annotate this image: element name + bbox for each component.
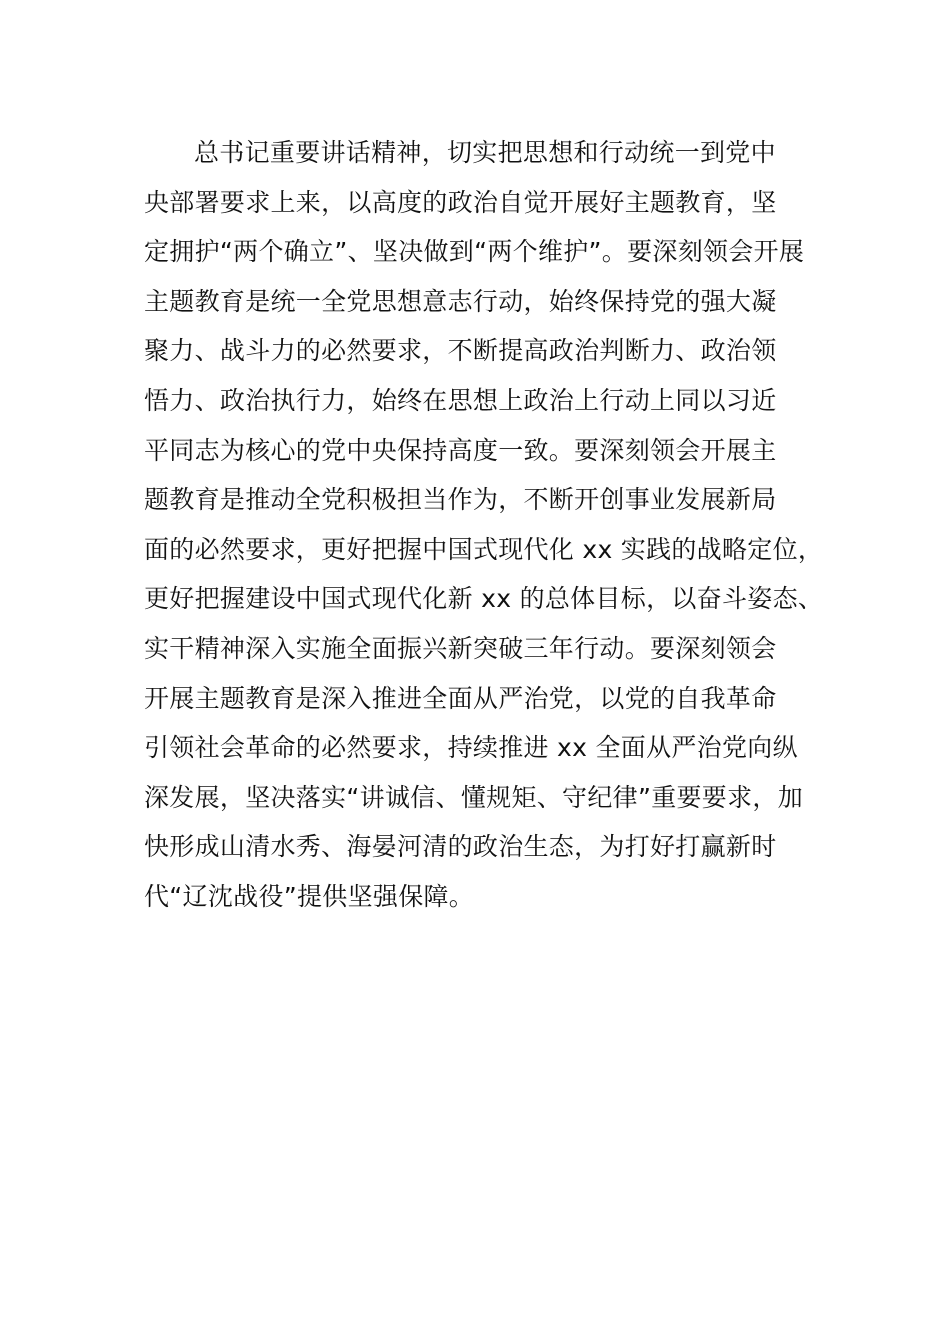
paragraph-line: 实干精神深入实施全面振兴新突破三年行动。要深刻领会: [144, 633, 777, 663]
paragraph-line: 开展主题教育是深入推进全面从严治党，以党的自我革命: [144, 683, 777, 713]
paragraph-line: 总书记重要讲话精神，切实把思想和行动统一到党中: [194, 138, 776, 167]
paragraph-line: 更好把握建设中国式现代化新 xx 的总体目标，以奋斗姿态、: [144, 584, 824, 614]
paragraph-line: 深发展，坚决落实“讲诚信、懂规矩、守纪律”重要要求，加: [144, 782, 804, 812]
paragraph-line: 悟力、政治执行力，始终在思想上政治上行动上同以习近: [144, 385, 777, 415]
body-paragraph: [144, 128, 844, 922]
paragraph-line: 定拥护“两个确立”、坚决做到“两个维护”。要深刻领会开展: [144, 237, 805, 267]
paragraph-line: 主题教育是统一全党思想意志行动，始终保持党的强大凝: [144, 286, 777, 316]
paragraph-line: 快形成山清水秀、海晏河清的政治生态，为打好打赢新时: [144, 832, 777, 862]
paragraph-line: 引领社会革命的必然要求，持续推进 xx 全面从严治党向纵: [144, 733, 798, 763]
paragraph-line: 代“辽沈战役”提供坚强保障。: [144, 881, 475, 911]
paragraph-line: 聚力、战斗力的必然要求，不断提高政治判断力、政治领: [144, 336, 777, 366]
paragraph-line: 央部署要求上来，以高度的政治自觉开展好主题教育，坚: [144, 187, 777, 217]
paragraph-line: 平同志为核心的党中央保持高度一致。要深刻领会开展主: [144, 435, 777, 465]
paragraph-line: 题教育是推动全党积极担当作为，不断开创事业发展新局: [144, 485, 777, 515]
paragraph-line: 面的必然要求，更好把握中国式现代化 xx 实践的战略定位，: [144, 534, 824, 564]
